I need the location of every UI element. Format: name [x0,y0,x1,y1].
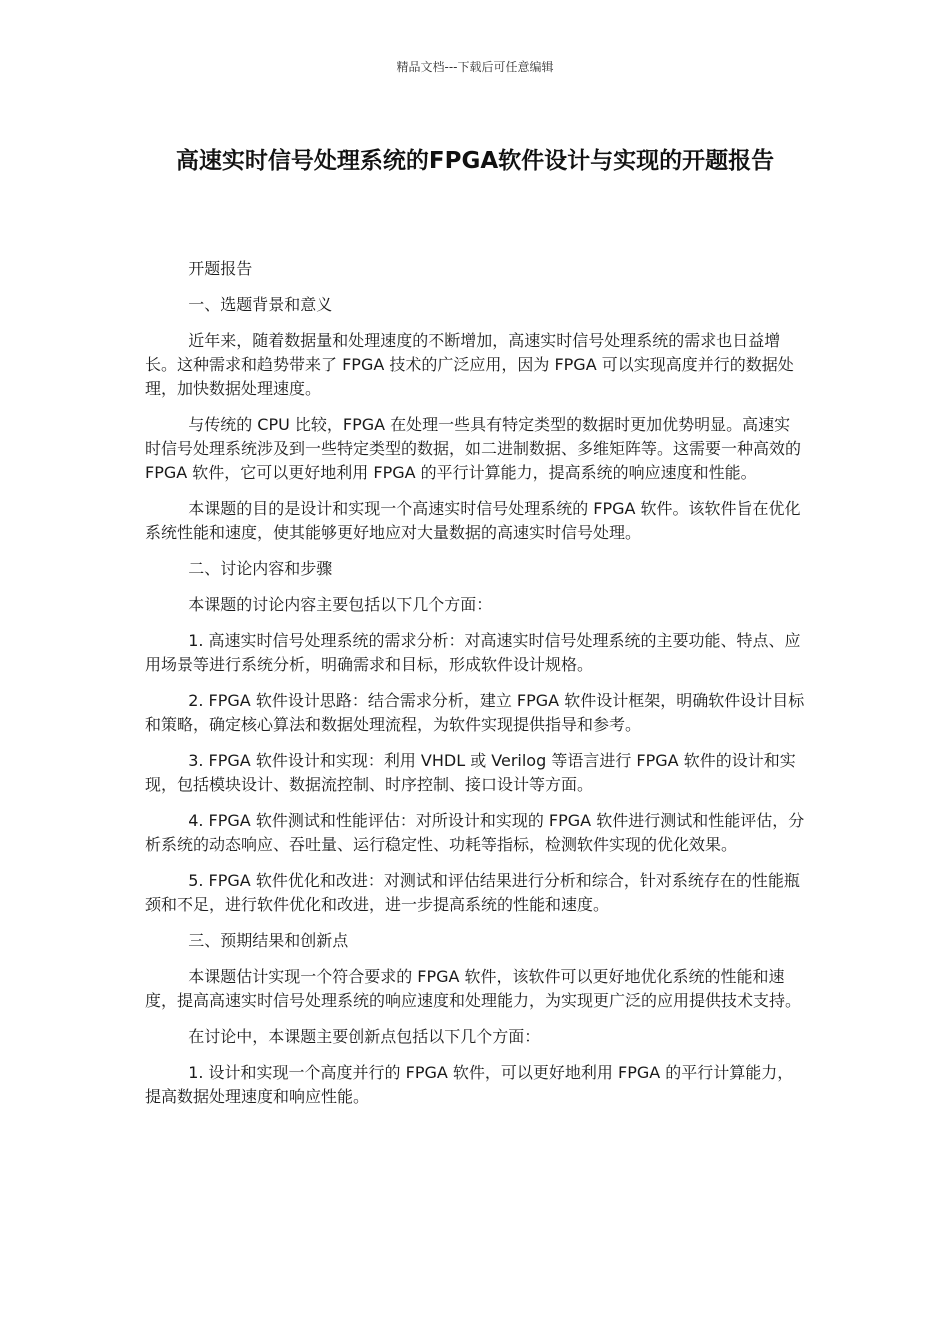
paragraph: 近年来，随着数据量和处理速度的不断增加，高速实时信号处理系统的需求也日益增长。这种需求和趋势带来了 FPGA 技术的广泛应用，因为 FPGA 可以实现高度并行的数据处理，加快数据处理速度。 [145,331,794,398]
report-label: 开题报告 [188,259,253,278]
document-body [145,257,805,1121]
paragraph: 在讨论中，本课题主要创新点包括以下几个方面： [188,1027,541,1046]
list-item: 1. 设计和实现一个高度并行的 FPGA 软件，可以更好地利用 FPGA 的平行计算能力，提高数据处理速度和响应性能。 [145,1063,794,1106]
document-title: 高速实时信号处理系统的FPGA软件设计与实现的开题报告 [175,148,775,174]
paragraph: 本课题的讨论内容主要包括以下几个方面： [188,595,493,614]
paragraph: 本课题估计实现一个符合要求的 FPGA 软件，该软件可以更好地优化系统的性能和速度，提高高速实时信号处理系统的响应速度和处理能力，为实现更广泛的应用提供技术支持。 [145,967,802,1010]
list-item: 3. FPGA 软件设计和实现：利用 VHDL 或 Verilog 等语言进行 FPGA 软件的设计和实现，包括模块设计、数据流控制、时序控制、接口设计等方面。 [145,751,796,794]
section-heading-results: 三、预期结果和创新点 [188,931,349,950]
paragraph: 与传统的 CPU 比较，FPGA 在处理一些具有特定类型的数据时更加优势明显。高速实时信号处理系统涉及到一些特定类型的数据，如二进制数据、多维矩阵等。这需要一种高效的 FPGA 软件，它可以更好地利用 FPGA 的平行计算能力，提高系统的响应速度和性能。 [145,415,802,482]
section-heading-background: 一、选题背景和意义 [188,295,333,314]
section-heading-content: 二、讨论内容和步骤 [188,559,333,578]
list-item: 2. FPGA 软件设计思路：结合需求分析，建立 FPGA 软件设计框架，明确软件设计目标和策略，确定核心算法和数据处理流程，为软件实现提供指导和参考。 [145,691,805,734]
header-note: 精品文档---下载后可任意编辑 [396,60,554,74]
paragraph: 本课题的目的是设计和实现一个高速实时信号处理系统的 FPGA 软件。该软件旨在优化系统性能和速度，使其能够更好地应对大量数据的高速实时信号处理。 [145,499,801,542]
list-item: 1. 高速实时信号处理系统的需求分析：对高速实时信号处理系统的主要功能、特点、应用场景等进行系统分析，明确需求和目标，形成软件设计规格。 [145,631,801,674]
list-item: 4. FPGA 软件测试和性能评估：对所设计和实现的 FPGA 软件进行测试和性能评估，分析系统的动态响应、吞吐量、运行稳定性、功耗等指标，检测软件实现的优化效果。 [145,811,805,854]
list-item: 5. FPGA 软件优化和改进：对测试和评估结果进行分析和综合，针对系统存在的性能瓶颈和不足，进行软件优化和改进，进一步提高系统的性能和速度。 [145,871,800,914]
